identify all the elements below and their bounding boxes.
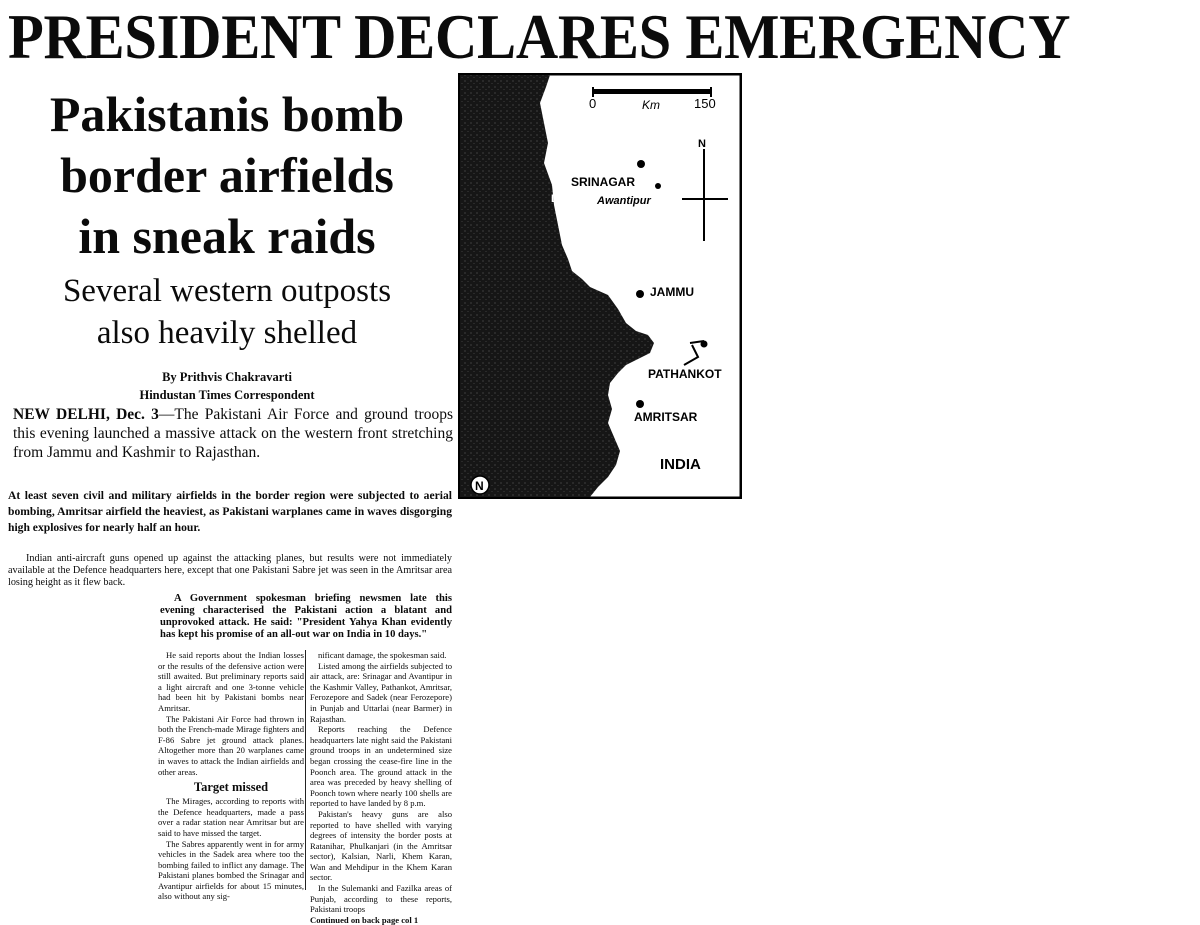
map-figure — [458, 73, 742, 499]
column-paragraph: Reports reaching the Defence headquarters late night said the Pakistani ground troops in an undetermined size began crossing the cease-fire line in the Poonch area. The ground attack in the area was preceded by heavy shelling of Poonch town where nearly 100 shells are reported to have landed by 8 p.m. — [310, 724, 452, 809]
column-left — [158, 650, 304, 902]
column-paragraph: nificant damage, the spokesman said. — [318, 650, 447, 660]
column-divider — [305, 650, 306, 890]
place-awantipur: Awantipur — [597, 195, 651, 207]
city-marker — [636, 290, 644, 298]
subheadline-line: border airfields — [60, 147, 394, 203]
byline — [0, 368, 454, 404]
map-graphic — [458, 73, 742, 499]
scale-unit: Km — [642, 98, 660, 112]
column-right — [310, 650, 452, 925]
deck-line: Several western outposts — [62, 273, 392, 309]
city-marker — [637, 160, 645, 168]
column-paragraph: The Mirages, according to reports with the Defence headquarters, made a pass over a radar station near Amritsar but are said to have missed the target. — [158, 796, 304, 838]
scale-max: 150 — [694, 96, 716, 111]
place-pathankot: PATHANKOT — [648, 367, 722, 381]
headline: PRESIDENT DECLARES EMERGENCY — [8, 2, 1071, 72]
lead-text: —The Pakistani Air Force and ground troops this evening launched a massive attack on the western front stretching from Jammu and Kashmir to Rajasthan. — [13, 406, 453, 461]
place-india: INDIA — [660, 456, 701, 473]
dateline: NEW DELHI, Dec. 3 — [13, 406, 159, 423]
edge-label: DI — [551, 193, 562, 205]
byline-author: By Prithvis Chakravarti — [162, 370, 292, 384]
subheadline-line: in sneak raids — [78, 208, 376, 264]
paragraph-text: Indian anti-aircraft guns opened up against the attacking planes, but results were not immediately available at the Defence headquarters here, except that one Pakistani Sabre jet was seen in the Amritsar area losing height as it flew back. — [8, 553, 452, 588]
column-paragraph: He said reports about the Indian losses or the results of the defensive action were still awaited. But preliminary reports said a light aircraft and one 3-tonne vehicle had been hit by Pakistani bombs near Amritsar. — [158, 650, 304, 713]
city-marker — [701, 341, 708, 348]
column-paragraph: Listed among the airfields subjected to air attack, are: Srinagar and Avantipur in the Kashmir Valley, Pathankot, Amritsar, Ferozepore and Sadek (near Ferozepore) in Punjab and Uttarlai (near Barmer) in Rajasthan. — [310, 660, 452, 724]
column-paragraph: Pakistan's heavy guns are also reported to have shelled with varying degrees of intensity the border posts at Ratanihar, Phulkanjari (in the Amritsar sector), Kalsian, Narli, Khem Karan, Wan and Mehdipur in the Khem Karan sector. — [310, 808, 452, 883]
column-paragraph: The Sabres apparently went in for army vehicles in the Sadek area where too the bombing failed to inflict any damage. The Pakistani planes bombed the Srinagar and Avantipur airfields for about 15 minutes, also without any sig- — [158, 838, 304, 902]
paragraph-spokesman — [160, 593, 452, 641]
badge-label: N — [475, 479, 484, 493]
paragraph-airfields: At least seven civil and military airfields in the border region were subjected to aerial bombing, Amritsar airfield the heaviest, as Pakistani warplanes came in waves disgorging high explosives for nearly half an hour. — [8, 489, 452, 534]
place-amritsar: AMRITSAR — [634, 410, 698, 424]
column-paragraph: The Pakistani Air Force had thrown in both the French-made Mirage fighters and F-86 Sabre jet ground attack planes. Altogether more than 20 warplanes came in waves to attack the Indian airfields and other areas. — [158, 713, 304, 777]
scale-zero: 0 — [589, 96, 597, 111]
city-marker — [636, 400, 644, 408]
place-srinagar: SRINAGAR — [571, 175, 636, 189]
section-subhead: Target missed — [193, 780, 269, 795]
north-label: N — [698, 138, 706, 150]
paragraph-antiaircraft — [8, 553, 452, 589]
subheadline — [0, 84, 454, 267]
city-marker — [655, 183, 661, 189]
place-jammu: JAMMU — [650, 285, 694, 299]
byline-role: Hindustan Times Correspondent — [139, 388, 315, 402]
deck — [0, 270, 454, 354]
lead-paragraph — [13, 405, 453, 462]
continued-line: Continued on back page col 1 — [310, 914, 419, 925]
paragraph-text: A Government spokesman briefing newsmen late this evening characterised the Pakistani action a blatant and unprovoked attack. He said: "President Yahya Khan evidently has kept his promise of an all-out war on India in 10 days." — [160, 593, 452, 640]
column-paragraph: In the Sulemanki and Fazilka areas of Punjab, according to these reports, Pakistani troops — [310, 883, 452, 915]
deck-line: also heavily shelled — [96, 315, 358, 351]
subheadline-line: Pakistanis bomb — [49, 86, 405, 142]
scale-bar — [592, 89, 712, 94]
